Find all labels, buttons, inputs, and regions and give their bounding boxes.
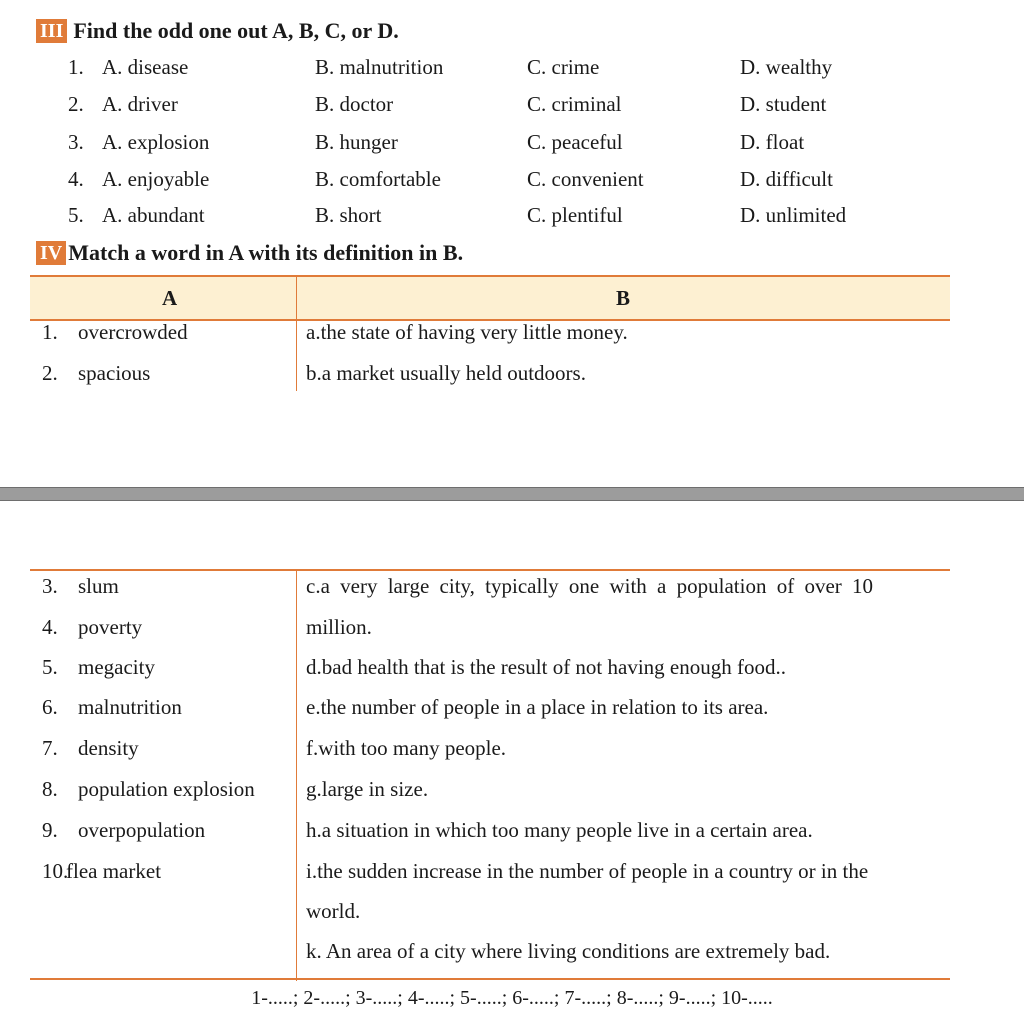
row-definition: k. An area of a city where living conditions are extremely bad. [306,939,831,963]
question-number: 1. [68,55,84,79]
table-row [30,859,950,899]
table-row [30,818,950,858]
row-word: spacious [78,361,151,385]
option-a: A. disease [102,55,189,79]
question-number: 2. [68,92,84,116]
matching-table-bottom [30,569,950,981]
row-word: density [78,736,139,760]
section4-badge: IV [36,241,66,265]
row-word: malnutrition [78,695,182,719]
row-definition: e.the number of people in a place in relation to its area. [306,695,769,719]
row-definition: world. [306,899,361,923]
row-definition: b.a market usually held outdoors. [306,361,586,385]
row-word: overcrowded [78,320,188,344]
option-d: D. student [740,92,827,116]
table-row [30,777,950,817]
row-word: population explosion [78,777,255,801]
question-row [0,92,1024,128]
row-number: 8. [42,777,58,801]
table-row [30,655,950,695]
option-a: A. explosion [102,130,210,154]
row-number: 5. [42,655,58,679]
option-d: D. wealthy [740,55,833,79]
question-row [0,130,1024,166]
row-definition: i.the sudden increase in the number of people in a country or in the [306,859,869,883]
option-c: C. convenient [527,167,644,191]
row-word: poverty [78,615,143,639]
row-word: flea market [66,859,162,883]
option-d: D. unlimited [740,203,847,227]
table-row [30,615,950,655]
table-row [30,695,950,735]
section3-title: Find the odd one out A, B, C, or D. [73,18,399,43]
table-bottom-border [30,978,950,980]
question-number: 4. [68,167,84,191]
table-row [30,736,950,776]
option-b: B. short [315,203,382,227]
row-definition: g.large in size. [306,777,429,801]
option-a: A. enjoyable [102,167,210,191]
table-top-border [30,569,950,571]
question-row [0,55,1024,91]
section3-header [36,18,399,44]
table-row [30,899,950,939]
row-definition: h.a situation in which too many people live in a certain area. [306,818,813,842]
table-row [30,361,950,401]
row-number: 1. [42,320,58,344]
question-number: 5. [68,203,84,227]
row-definition: c.a very large city, typically one with a population of over 10 [306,574,874,598]
row-number: 4. [42,615,58,639]
matching-table-top [30,275,950,391]
row-definition: f.with too many people. [306,736,507,760]
row-definition: a.the state of having very little money. [306,320,628,344]
column-a-header: A [162,286,178,310]
option-a: A. abundant [102,203,205,227]
table-row [30,574,950,614]
column-b-header: B [616,286,631,310]
row-word: slum [78,574,119,598]
row-number: 10. [42,859,69,883]
option-b: B. hunger [315,130,398,154]
question-row [0,203,1024,239]
row-number: 6. [42,695,58,719]
row-number: 9. [42,818,58,842]
row-number: 3. [42,574,58,598]
option-c: C. crime [527,55,600,79]
table-row [30,320,950,360]
table-header [30,275,950,321]
section4-title: Match a word in A with its definition in B. [68,240,464,265]
option-c: C. plentiful [527,203,623,227]
answer-line: 1-.....; 2-.....; 3-.....; 4-.....; 5-.....; 6-.....; 7-.....; 8-.....; 9-.....; 10-..... [251,987,773,1009]
row-word: overpopulation [78,818,206,842]
row-word: megacity [78,655,155,679]
section3-badge: III [36,19,67,43]
row-definition: million. [306,615,372,639]
page-divider [0,487,1024,501]
table-row [30,939,950,979]
section4-header [36,240,463,266]
question-number: 3. [68,130,84,154]
row-number: 7. [42,736,58,760]
option-b: B. malnutrition [315,55,444,79]
question-row [0,167,1024,203]
option-c: C. peaceful [527,130,623,154]
row-number: 2. [42,361,58,385]
option-c: C. criminal [527,92,622,116]
row-definition: d.bad health that is the result of not having enough food.. [306,655,786,679]
option-b: B. doctor [315,92,394,116]
option-b: B. comfortable [315,167,441,191]
option-d: D. difficult [740,167,833,191]
option-d: D. float [740,130,805,154]
option-a: A. driver [102,92,178,116]
